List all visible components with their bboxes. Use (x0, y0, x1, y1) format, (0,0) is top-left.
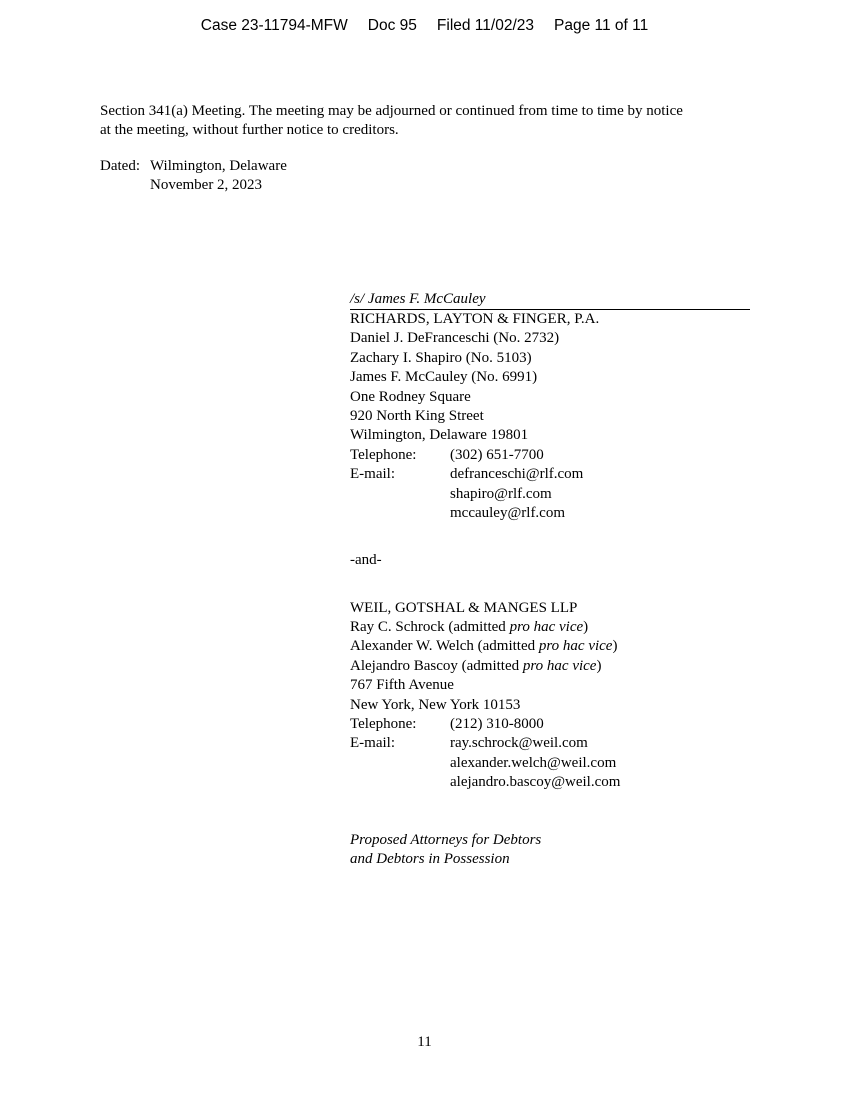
firm-address: Wilmington, Delaware 19801 (350, 427, 529, 444)
attorney-name: Alexander W. Welch (admitted pro hac vice) (350, 638, 618, 655)
email-link[interactable]: mccauley@rlf.com (450, 504, 566, 521)
firm-telephone (350, 446, 750, 465)
firm-telephone (350, 715, 750, 734)
firm-name: WEIL, GOTSHAL & MANGES LLP (350, 599, 578, 616)
email-link[interactable]: alejandro.bascoy@weil.com (450, 774, 621, 791)
dated-place: Wilmington, Delaware (150, 158, 287, 174)
dated-block (100, 157, 287, 196)
email-label: E-mail: (350, 735, 395, 752)
case-header (0, 16, 849, 36)
signature-line: /s/ James F. McCauley (350, 290, 750, 310)
page-count: Page 11 of 11 (554, 17, 649, 34)
attorney-name: Alejandro Bascoy (admitted pro hac vice) (350, 657, 602, 674)
role-line: and Debtors in Possession (350, 850, 510, 867)
telephone-value: (302) 651-7700 (450, 446, 544, 463)
firm-email (350, 465, 750, 484)
email-link[interactable]: ray.schrock@weil.com (450, 735, 588, 752)
attorney-name: Daniel J. DeFranceschi (No. 2732) (350, 330, 560, 347)
firm-address: One Rodney Square (350, 388, 471, 405)
email-label: E-mail: (350, 466, 395, 483)
firm-address: 767 Fifth Avenue (350, 677, 454, 694)
firm-address: 920 North King Street (350, 407, 484, 424)
firm-email (350, 734, 750, 753)
doc-number: Doc 95 (367, 17, 417, 34)
and-separator: -and- (350, 552, 382, 569)
attorney-name: James F. McCauley (No. 6991) (350, 369, 538, 386)
firm-name: RICHARDS, LAYTON & FINGER, P.A. (350, 311, 600, 327)
body-line: Section 341(a) Meeting. The meeting may be adjourned or continued from time to time by notice (100, 103, 683, 119)
case-number: Case 23-11794-MFW (200, 17, 348, 34)
signature-block (350, 290, 750, 869)
body-paragraph (100, 102, 760, 141)
telephone-label: Telephone: (350, 446, 417, 463)
role-line: Proposed Attorneys for Debtors (350, 831, 542, 848)
telephone-value: (212) 310-8000 (450, 716, 544, 733)
attorney-name: Ray C. Schrock (admitted pro hac vice) (350, 619, 589, 636)
telephone-label: Telephone: (350, 716, 417, 733)
body-line: at the meeting, without further notice to creditors. (100, 122, 399, 139)
attorney-name: Zachary I. Shapiro (No. 5103) (350, 349, 532, 366)
email-link[interactable]: defranceschi@rlf.com (450, 466, 584, 483)
email-link[interactable]: alexander.welch@weil.com (450, 754, 617, 771)
filed-date: Filed 11/02/23 (436, 17, 534, 34)
dated-label: Dated: (100, 158, 140, 174)
firm-address: New York, New York 10153 (350, 696, 521, 713)
email-link[interactable]: shapiro@rlf.com (450, 485, 552, 502)
dated-date: November 2, 2023 (150, 177, 263, 194)
page-number: 11 (417, 1034, 432, 1050)
